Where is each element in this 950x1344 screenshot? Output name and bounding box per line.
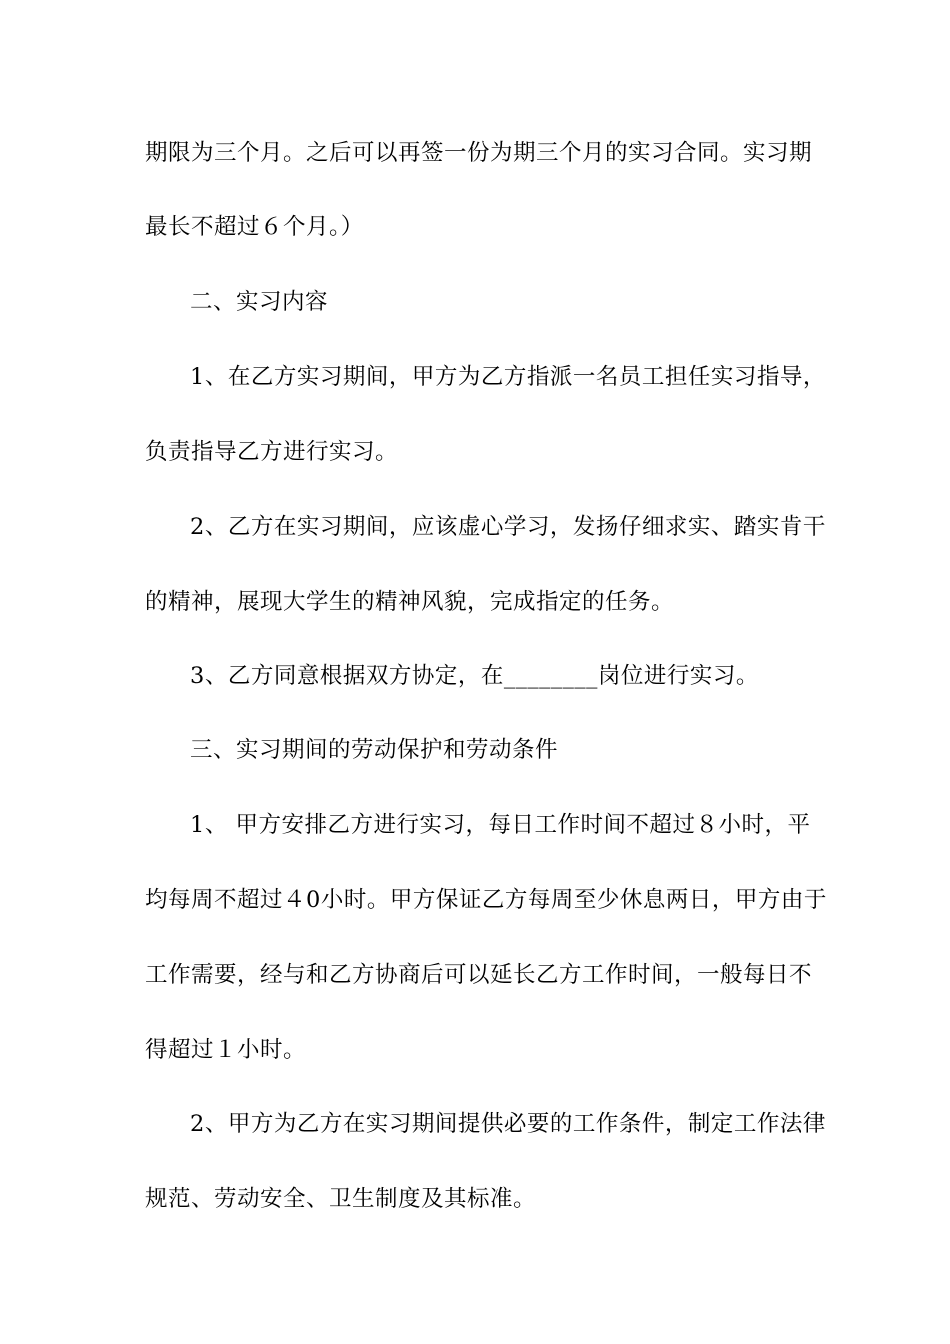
text-line: 最长不超过６个月。） bbox=[145, 214, 364, 240]
text-line: 的精神，展现大学生的精神风貌，完成指定的任务。 bbox=[145, 589, 675, 615]
text-line: 得超过１小时。 bbox=[145, 1037, 307, 1063]
text-line: 均每周不超过４0小时。甲方保证乙方每周至少休息两日，甲方由于 bbox=[145, 887, 827, 913]
text-line: 2、甲方为乙方在实习期间提供必要的工作条件，制定工作法律 bbox=[190, 1111, 826, 1137]
text-line: 1、 甲方安排乙方进行实习，每日工作时间不超过８小时，平 bbox=[190, 812, 811, 838]
text-line: 负责指导乙方进行实习。 bbox=[145, 439, 399, 465]
text-line: 1、在乙方实习期间，甲方为乙方指派一名员工担任实习指导， bbox=[190, 364, 826, 390]
text-line: 期限为三个月。之后可以再签一份为期三个月的实习合同。实习期 bbox=[145, 140, 813, 166]
text-line: 3、乙方同意根据双方协定，在________岗位进行实习。 bbox=[190, 663, 759, 689]
text-line: 2、乙方在实习期间，应该虚心学习，发扬仔细求实、踏实肯干 bbox=[190, 514, 826, 540]
section-heading: 二、实习内容 bbox=[190, 289, 329, 315]
section-heading: 三、实习期间的劳动保护和劳动条件 bbox=[190, 737, 559, 763]
text-line: 规范、劳动安全、卫生制度及其标准。 bbox=[145, 1186, 537, 1212]
text-line: 工作需要，经与和乙方协商后可以延长乙方工作时间，一般每日不 bbox=[145, 962, 813, 988]
